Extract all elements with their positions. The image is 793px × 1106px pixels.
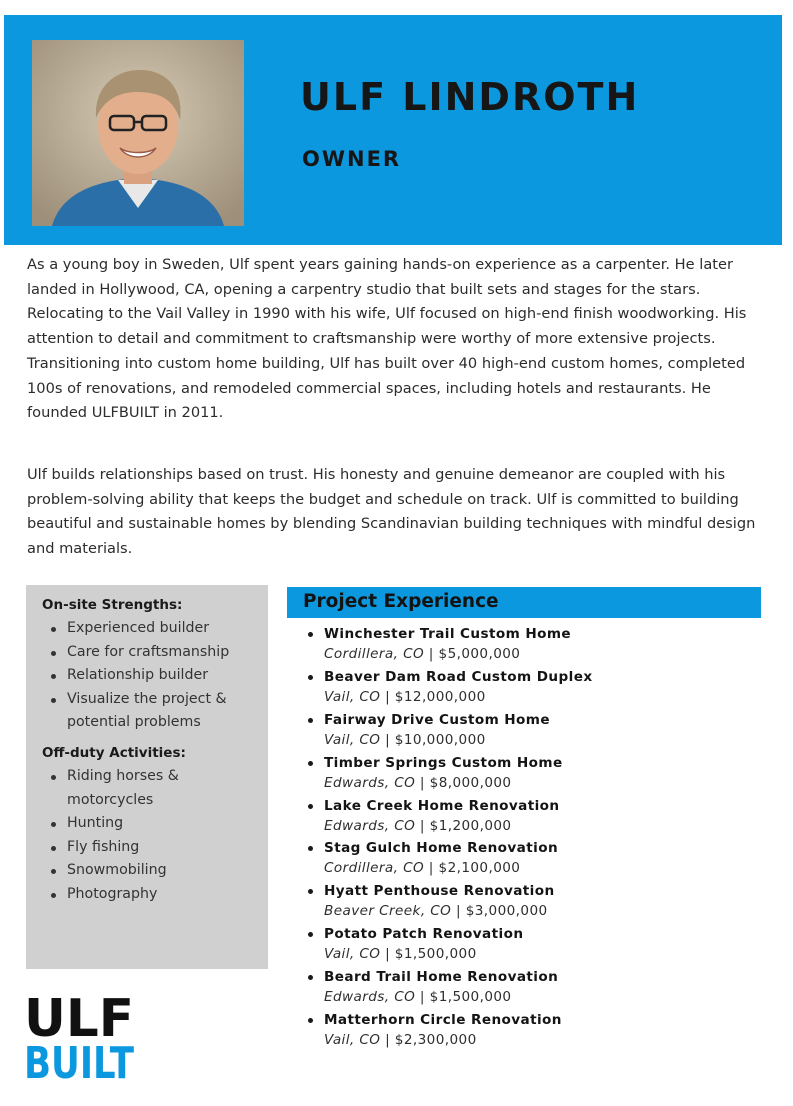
logo-line-2: BUILT xyxy=(24,1038,134,1089)
project-item xyxy=(300,924,770,967)
project-value: $5,000,000 xyxy=(438,646,521,662)
person-role: OWNER xyxy=(302,147,402,171)
logo-line-1: ULF xyxy=(24,989,134,1049)
bio-paragraph-1: As a young boy in Sweden, Ulf spent years gaining hands-on experience as a carpenter. He later landed in Hollywood, CA, opening a carpentry studio that built sets and stages for the stars. Relocating to the Vail Valley in 1990 with his wife, Ulf focused on high-end finish woodworking. His attention to detail and commitment to craftsmanship were worthy of more extensive projects. Transitioning into custom home building, Ulf has built over 40 high-end custom homes, completed 100s of renovations, and remodeled commercial spaces, including hotels and restaurants. He founded ULFBUILT in 2011. xyxy=(27,256,747,422)
project-separator: | xyxy=(380,731,395,748)
project-item xyxy=(300,624,770,667)
project-item xyxy=(300,710,770,753)
project-title: Timber Springs Custom Home xyxy=(324,754,563,771)
project-meta xyxy=(324,944,770,965)
list-item: Visualize the project & potential problems xyxy=(42,688,258,735)
ulfbuilt-logo xyxy=(24,989,136,1089)
sidebar-panel xyxy=(26,585,268,969)
activities-list xyxy=(42,765,258,907)
person-name: ULF LINDROTH xyxy=(300,75,640,119)
project-location: Edwards, CO xyxy=(324,817,416,834)
project-value: $1,200,000 xyxy=(429,817,512,834)
project-value: $10,000,000 xyxy=(394,731,486,748)
list-item: Snowmobiling xyxy=(42,859,258,883)
project-item xyxy=(300,967,770,1010)
project-title: Hyatt Penthouse Renovation xyxy=(324,883,555,900)
project-title: Beaver Dam Road Custom Duplex xyxy=(324,668,593,685)
project-title: Potato Patch Renovation xyxy=(324,926,524,943)
project-meta xyxy=(324,987,770,1008)
project-location: Beaver Creek, CO xyxy=(324,903,452,920)
project-location: Vail, CO xyxy=(324,688,381,705)
project-title: Lake Creek Home Renovation xyxy=(324,797,560,814)
project-location: Vail, CO xyxy=(324,1032,381,1049)
project-separator: | xyxy=(415,989,430,1006)
project-separator: | xyxy=(380,1032,395,1049)
project-location: Cordillera, CO xyxy=(324,860,425,877)
project-meta xyxy=(324,858,770,879)
project-location: Cordillera, CO xyxy=(324,646,425,662)
list-item: Care for craftsmanship xyxy=(42,641,258,665)
project-title: Beard Trail Home Renovation xyxy=(324,969,559,986)
project-item xyxy=(300,1010,770,1053)
project-location: Edwards, CO xyxy=(324,989,416,1006)
project-value: $1,500,000 xyxy=(394,946,477,963)
strengths-heading: On-site Strengths: xyxy=(42,597,183,613)
activities-heading: Off-duty Activities: xyxy=(42,744,186,761)
project-location: Vail, CO xyxy=(324,731,381,748)
logo-mark xyxy=(24,989,136,1089)
project-separator: | xyxy=(451,903,466,920)
project-separator: | xyxy=(415,817,430,834)
project-separator: | xyxy=(424,860,439,877)
project-separator: | xyxy=(415,774,430,791)
list-item: Relationship builder xyxy=(42,664,258,688)
profile-header xyxy=(4,15,782,245)
project-meta xyxy=(324,730,770,751)
project-item xyxy=(300,667,770,710)
project-meta xyxy=(324,1030,770,1051)
project-list xyxy=(300,624,770,1053)
project-separator: | xyxy=(380,688,395,705)
project-location: Vail, CO xyxy=(324,946,381,963)
project-value: $2,100,000 xyxy=(438,860,521,877)
list-item: Experienced builder xyxy=(42,617,258,641)
project-meta xyxy=(324,901,770,922)
project-separator: | xyxy=(424,646,439,662)
profile-photo xyxy=(32,40,244,226)
list-item: Fly fishing xyxy=(42,836,258,860)
project-item xyxy=(300,881,770,924)
project-item xyxy=(300,753,770,796)
portrait-image xyxy=(32,40,244,226)
project-value: $2,300,000 xyxy=(394,1032,477,1049)
project-title: Matterhorn Circle Renovation xyxy=(324,1012,562,1029)
strengths-list xyxy=(42,617,258,735)
project-meta xyxy=(324,644,770,665)
project-title: Stag Gulch Home Renovation xyxy=(324,840,559,857)
project-experience-heading: Project Experience xyxy=(287,587,761,618)
project-location: Edwards, CO xyxy=(324,774,416,791)
project-item xyxy=(300,838,770,881)
bio-paragraph-2: Ulf builds relationships based on trust. His honesty and genuine demeanor are coupled with his problem-solving ability that keeps the budget and schedule on track. Ulf is committed to building beautiful and sustainable homes by blending Scandinavian building techniques with mindful design and materials. xyxy=(27,466,756,558)
list-item: Photography xyxy=(42,883,258,907)
project-meta xyxy=(324,816,770,837)
project-value: $1,500,000 xyxy=(429,989,512,1006)
project-meta xyxy=(324,687,770,708)
project-title: Fairway Drive Custom Home xyxy=(324,711,550,728)
project-separator: | xyxy=(380,946,395,963)
list-item: Hunting xyxy=(42,812,258,836)
project-meta xyxy=(324,773,770,794)
project-value: $8,000,000 xyxy=(429,774,512,791)
project-value: $3,000,000 xyxy=(465,903,548,920)
project-item xyxy=(300,796,770,839)
project-value: $12,000,000 xyxy=(394,688,486,705)
list-item: Riding horses & motorcycles xyxy=(42,765,258,812)
project-title: Winchester Trail Custom Home xyxy=(324,626,572,642)
